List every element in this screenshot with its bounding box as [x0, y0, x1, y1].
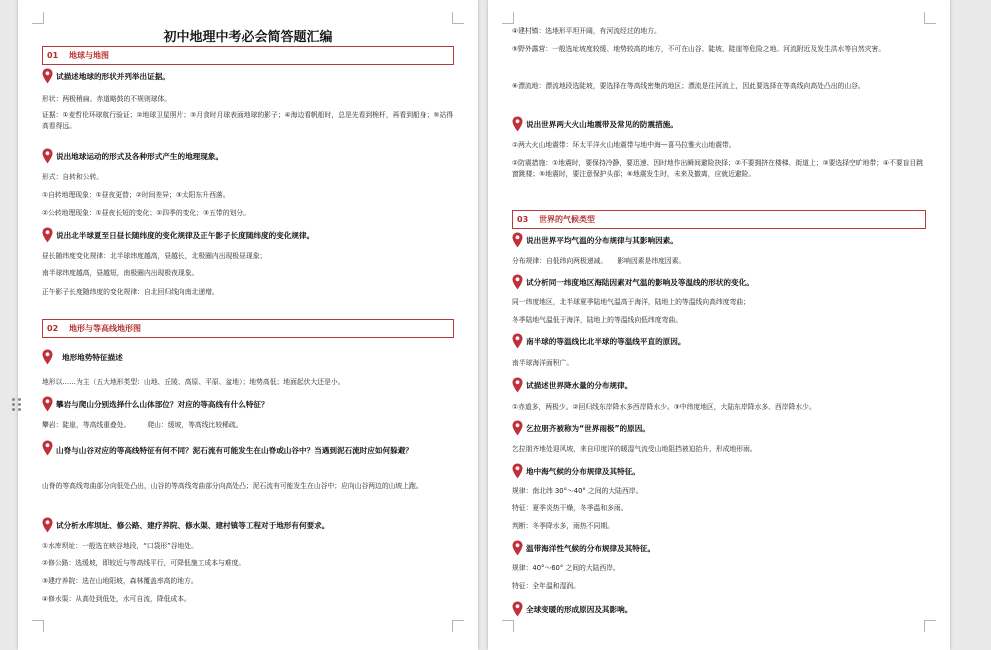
answer-text: 正午影子长度随纬度的变化规律：自北回归线向南北递增。 — [42, 288, 219, 296]
question-heading: 试描述世界降水量的分布规律。 — [512, 377, 926, 393]
page-corner-mark — [452, 12, 464, 24]
page-corner-mark — [32, 12, 44, 24]
document-title: 初中地理中考必会简答题汇编 — [163, 30, 333, 45]
answer-text: 规律：南北纬 30°～40° 之间的大陆西岸。 — [512, 487, 643, 495]
section-number: 01 — [47, 51, 59, 60]
answer-text: ①两大火山地震带：环太平洋火山地震带与地中海—喜马拉雅火山地震带。 — [512, 141, 736, 149]
page-corner-mark — [924, 620, 936, 632]
document-page-right — [488, 0, 950, 650]
question-heading: 地中海气候的分布规律及其特征。 — [512, 463, 926, 479]
document-page-left — [18, 0, 478, 650]
answer-text: 地形以……为主（五大地形类型：山地、丘陵、高原、平原、盆地）；地势高低；地面起伏大还是小。 — [42, 378, 345, 386]
question-heading: 南半球的等温线比北半球的等温线平直的原因。 — [512, 333, 926, 349]
answer-text: 形状：两极稍扁、赤道略鼓的不规则球体。 — [42, 95, 172, 103]
question-heading: 说出世界两大火山地震带及常见的防震措施。 — [512, 116, 926, 132]
page-corner-mark — [924, 12, 936, 24]
question-heading: 乞拉朋齐被称为“世界雨极”的原因。 — [512, 420, 926, 436]
answer-text: ①赤道多，两极少。②回归线东岸降水多西岸降水少。③中纬度地区，大陆东岸降水多、西岸降水少。 — [512, 403, 816, 411]
question-heading: 攀岩与爬山分别选择什么山体部位？对应的等高线有什么特征？ — [42, 396, 454, 412]
question-heading: 试描述地球的形状并列举出证据。 — [42, 68, 454, 84]
answer-text: 昼长随纬度变化规律：北半球纬度越高，昼越长，北极圈内出现极昼现象； — [42, 252, 267, 260]
answer-text: 证据：①麦哲伦环球航行验证；②地球卫星照片；③月食时月球表面地球的影子；④海边看帆船时，总是先看到桅杆，再看到船身；⑤站得高看得远。 — [42, 111, 454, 130]
question-heading: 说出北半球夏至日昼长随纬度的变化规律及正午影子长度随纬度的变化规律。 — [42, 227, 454, 243]
map-pin-icon — [512, 601, 523, 617]
answer-text: ⑤野外露营：一般选址坡度较缓、地势较高的地方，不可在山谷、陡坡、陡崖等危险之地。河流附近及发生洪水等自然灾害。 — [512, 45, 886, 53]
question-heading: 地形地势特征描述 — [42, 349, 454, 365]
page-corner-mark — [502, 620, 514, 632]
answer-text: ④建村镇：选地形平坦开阔，有河流经过的地方。 — [512, 27, 661, 35]
answer-text: 形式：自转和公转。 — [42, 173, 104, 181]
section-title: 地形与等高线地形图 — [69, 324, 141, 333]
answer-text: ①水库坝址：一般选在峡谷地段，“口袋形”谷地处。 — [42, 542, 198, 550]
answer-text: 特征：夏季炎热干燥，冬季温和多雨。 — [512, 504, 628, 512]
map-pin-icon — [512, 420, 523, 436]
question-heading: 温带海洋性气候的分布规律及其特征。 — [512, 540, 926, 556]
map-pin-icon — [42, 396, 53, 412]
section-title: 地球与地图 — [69, 51, 109, 60]
answer-text: 判断：冬季降水多，雨热不同期。 — [512, 522, 614, 530]
answer-text: 冬季陆地气温低于海洋，陆地上的等温线向低纬度弯曲。 — [512, 316, 682, 324]
question-heading: 山脊与山谷对应的等高线特征有何不同？泥石流有可能发生在山脊或山谷中？当遇到泥石流时应如何躲避？ — [42, 440, 454, 460]
question-heading: 说出地球运动的形式及各种形式产生的地理现象。 — [42, 148, 454, 164]
map-pin-icon — [512, 274, 523, 290]
map-pin-icon — [42, 227, 53, 243]
section-header — [512, 210, 926, 229]
map-pin-icon — [512, 377, 523, 393]
answer-text: 南半球海洋面积广。 — [512, 359, 574, 367]
question-heading: 说出世界平均气温的分布规律与其影响因素。 — [512, 232, 926, 248]
answer-text: 山脊的等高线弯曲部分向低处凸出，山谷的等高线弯曲部分向高处凸；泥石流有可能发生在山谷中；应向山谷两边的山坡上跑。 — [42, 482, 423, 490]
section-header — [42, 319, 454, 338]
map-pin-icon — [512, 463, 523, 479]
map-pin-icon — [512, 540, 523, 556]
answer-text: 特征：全年温和湿润。 — [512, 582, 580, 590]
map-pin-icon — [42, 68, 53, 84]
answer-text: 南半球纬度越高，昼越短，南极圈内出现极夜现象。 — [42, 269, 199, 277]
section-number: 02 — [47, 324, 59, 333]
map-pin-icon — [42, 440, 53, 456]
map-pin-icon — [42, 349, 53, 365]
map-pin-icon — [42, 517, 53, 533]
section-number: 03 — [517, 215, 529, 224]
answer-text: ⑥漂流地：漂流地段选陡坡，要选择在等高线密集的地区；漂流是往河流上，因此要选择在等高线向高处凸出的山谷。 — [512, 82, 865, 90]
page-corner-mark — [502, 12, 514, 24]
answer-text: 乞拉朋齐地处迎风坡，来自印度洋的暖湿气流受山地阻挡被迫抬升，形成地形雨。 — [512, 445, 757, 453]
section-header — [42, 46, 454, 65]
answer-text: ②公转地理现象：①昼夜长短的变化；②四季的变化；③五带的划分。 — [42, 209, 250, 217]
map-pin-icon — [512, 116, 523, 132]
answer-text: ③建疗养院：选在山地阳坡，森林覆盖率高的地方。 — [42, 577, 198, 585]
question-heading: 试分析同一纬度地区海陆因素对气温的影响及等温线的形状的变化。 — [512, 274, 926, 290]
map-pin-icon — [42, 148, 53, 164]
question-heading: 试分析水库坝址、修公路、建疗养院、修水渠、建村镇等工程对于地形有何要求。 — [42, 517, 454, 533]
answer-text: 同一纬度地区，北半球夏季陆地气温高于海洋，陆地上的等温线向高纬度弯曲； — [512, 298, 750, 306]
answer-text: ②修公路：选缓坡，即较近与等高线平行，可降低施工成本与难度。 — [42, 559, 246, 567]
answer-text: 规律：40°～60° 之间的大陆西岸。 — [512, 564, 620, 572]
question-heading: 全球变暖的形成原因及其影响。 — [512, 601, 926, 617]
answer-text: ②防震措施：①地震时，要保持冷静，要迅速、因时地作出瞬间避险抉择；②不要拥挤在楼梯、街道上；③要选择空旷地带；④不要盲目跳窗跳楼；⑤地震时，要注意保护头部；⑥地震发生时，未来及撤离，应就近避险。 — [512, 159, 924, 178]
answer-text: 攀岩：陡崖，等高线重叠处。 爬山：缓坡，等高线比较稀疏。 — [42, 421, 243, 429]
answer-text: ①自转地理现象：①昼夜更替；②时间差异；③太阳东升西落。 — [42, 191, 230, 199]
drag-handle-icon[interactable] — [12, 396, 24, 412]
map-pin-icon — [512, 333, 523, 349]
page-corner-mark — [32, 620, 44, 632]
section-title: 世界的气候类型 — [539, 215, 595, 224]
answer-text: ④修水渠：从高处到低处，水可自流，降低成本。 — [42, 595, 191, 603]
page-corner-mark — [452, 620, 464, 632]
answer-text: 分布规律：自低纬向两极递减。 影响因素是纬度因素。 — [512, 257, 686, 265]
map-pin-icon — [512, 232, 523, 248]
